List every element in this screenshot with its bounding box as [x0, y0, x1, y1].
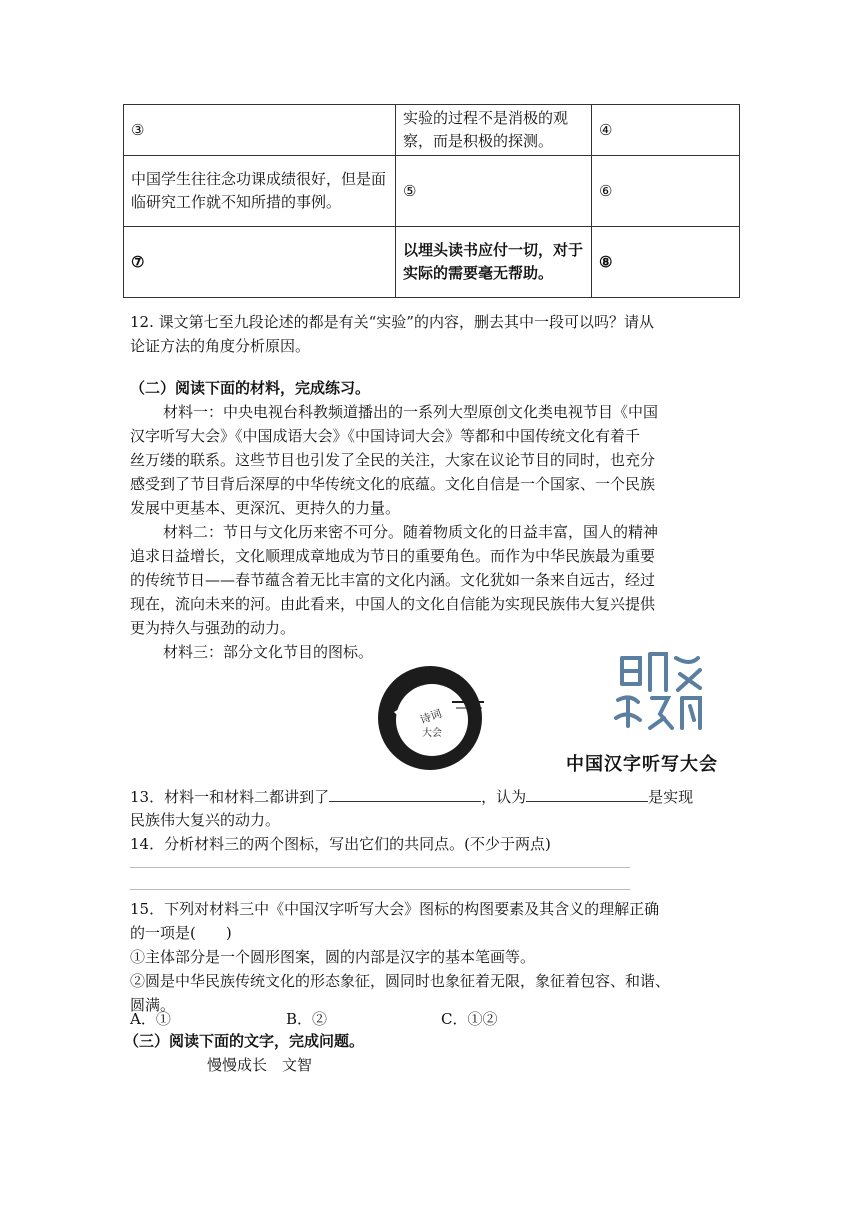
material-1-line: 丝万缕的联系。这些节目也引发了全民的关注，大家在议论节目的同时，也充分: [130, 451, 656, 469]
answer-blank-2[interactable]: [526, 785, 648, 802]
material-1-line: 材料一：中央电视台科教频道播出的一系列大型原创文化类电视节目《中国: [163, 403, 659, 421]
material-2-line: 更为持久与强劲的动力。: [130, 619, 296, 637]
question-14: 14．分析材料三的两个图标，写出它们的共同点。(不少于两点): [130, 835, 551, 853]
answer-line[interactable]: [130, 889, 630, 890]
question-12-line2: 论证方法的角度分析原因。: [130, 337, 311, 355]
answer-blank-1[interactable]: [329, 785, 481, 802]
material-2-line: 追求日益增长，文化顺理成章地成为节日的重要角色。而作为中华民族最为重要: [130, 547, 656, 565]
material-2-line: 材料二：节日与文化历来密不可分。随着物质文化的日益丰富，国人的精神: [163, 523, 659, 541]
material-2-line: 现在，流向未来的河。由此看来，中国人的文化自信能为实现民族伟大复兴提供: [130, 595, 656, 613]
table-cell: 以埋头读书应付一切，对于实际的需要毫无帮助。: [396, 227, 592, 298]
choice-b[interactable]: B．②: [286, 1010, 328, 1028]
question-15-line2: 的一项是( ): [130, 924, 232, 942]
svg-text:诗词: 诗词: [418, 706, 444, 727]
material-2-line: 的传统节日——春节蕴含着无比丰富的文化内涵。文化犹如一条来自远古，经过: [130, 571, 656, 589]
question-13-line2: 民族伟大复兴的动力。: [130, 811, 281, 829]
question-15-option-2b: 圆满。: [130, 996, 176, 1014]
article-title: 慢慢成长 文智: [207, 1056, 313, 1074]
svg-text:大会: 大会: [422, 728, 442, 739]
table-cell: ④: [592, 105, 740, 156]
table-row: [124, 156, 740, 227]
material-1-line: 汉字听写大会》《中国成语大会》《中国诗词大会》等都和中国传统文化有着千: [130, 427, 641, 445]
choice-a[interactable]: A．①: [130, 1010, 171, 1028]
q13-text-3: 是实现: [648, 788, 694, 806]
table-row: [124, 227, 740, 298]
poetry-conference-logo: [374, 662, 486, 774]
material-3-line: 材料三：部分文化节目的图标。: [163, 643, 374, 661]
table-cell: ⑤: [396, 156, 592, 227]
section-3-header: （三）阅读下面的文字，完成问题。: [124, 1032, 365, 1050]
question-15-line1: 15．下列对材料三中《中国汉字听写大会》图标的构图要素及其含义的理解正确: [130, 900, 660, 918]
table-row: [124, 105, 740, 156]
material-1-line: 感受到了节目背后深厚的中华传统文化的底蕴。文化自信是一个国家、一个民族: [130, 475, 656, 493]
table-cell: 实验的过程不是消极的观察，而是积极的探测。: [396, 105, 592, 156]
question-13-line1: [130, 785, 693, 808]
table-cell: 中国学生往往念功课成绩很好，但是面临研究工作就不知所措的事例。: [124, 156, 396, 227]
question-15-option-2a: ②圆是中华民族传统文化的形态象征，圆同时也象征着无限，象征着包容、和谐、: [130, 972, 671, 990]
table-cell: ③: [124, 105, 396, 156]
q13-text-1: 13．材料一和材料二都讲到了: [130, 788, 330, 806]
material-1-line: 发展中更基本、更深沉、更持久的力量。: [130, 499, 401, 517]
question-15-option-1: ①主体部分是一个圆形图案，圆的内部是汉字的基本笔画等。: [130, 948, 536, 966]
table-cell: ⑦: [124, 227, 396, 298]
question-12-line1: 12. 课文第七至九段论述的都是有关“实验”的内容，删去其中一段可以吗？请从: [130, 313, 654, 331]
answer-line[interactable]: [130, 867, 630, 868]
table-cell: ⑥: [592, 156, 740, 227]
section-2-header: （二）阅读下面的材料，完成练习。: [130, 379, 371, 397]
dictation-conference-logo: [604, 644, 714, 744]
q13-text-2: ，认为: [481, 788, 527, 806]
table-cell: ⑧: [592, 227, 740, 298]
dictation-logo-caption: 中国汉字听写大会: [566, 754, 718, 775]
choice-c[interactable]: C．①②: [441, 1010, 498, 1028]
comparison-table: [123, 104, 740, 298]
